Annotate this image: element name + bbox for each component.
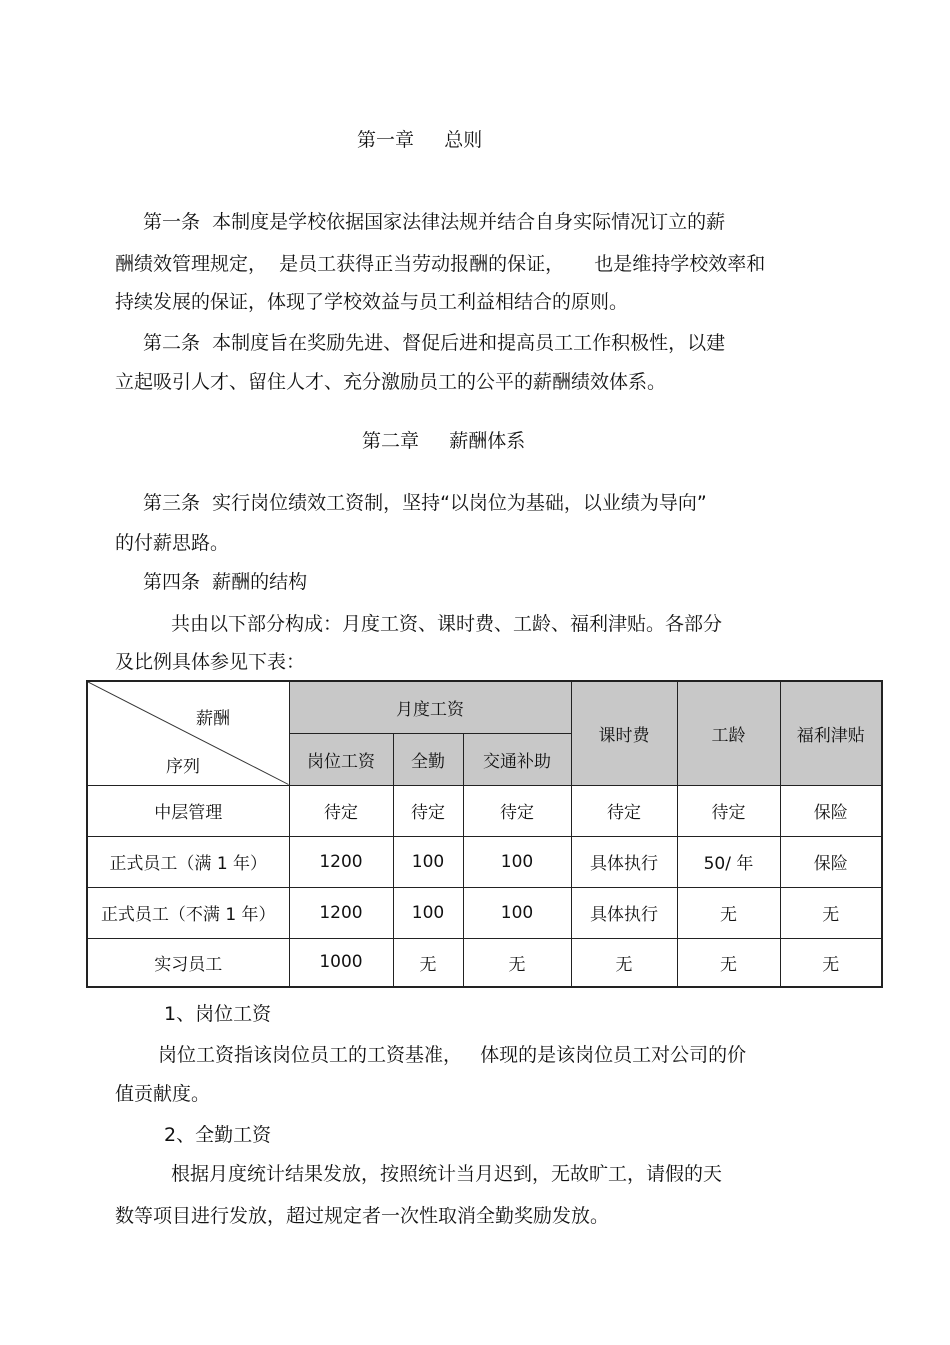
section-2-line-2: 数等项目进行发放，超过规定者一次性取消全勤奖励发放。 bbox=[115, 1205, 610, 1227]
section-1-line-1: 岗位工资指该岗位员工的工资基准， 体现的是该岗位员工对公司的价 bbox=[158, 1044, 747, 1066]
section-1-title: 1、岗位工资 bbox=[164, 1003, 272, 1025]
table-row bbox=[87, 836, 882, 887]
section-2-line-1: 根据月度统计结果发放，按照统计当月迟到，无故旷工，请假的天 bbox=[171, 1163, 723, 1185]
table-cell: 保险 bbox=[780, 836, 882, 887]
table-cell: 具体执行 bbox=[571, 836, 677, 887]
table-cell: 待定 bbox=[393, 785, 463, 836]
table-cell: 保险 bbox=[780, 785, 882, 836]
header-full-attendance: 全勤 bbox=[393, 733, 463, 785]
table-cell: 100 bbox=[393, 836, 463, 887]
header-class-fee: 课时费 bbox=[571, 681, 677, 785]
article-3-line-1: 第三条 实行岗位绩效工资制，坚持“以岗位为基础，以业绩为导向” bbox=[143, 492, 707, 514]
salary-structure-table bbox=[86, 680, 883, 988]
table-cell: 无 bbox=[780, 938, 882, 987]
section-2-title: 2、全勤工资 bbox=[164, 1124, 272, 1146]
table-cell: 待定 bbox=[677, 785, 780, 836]
article-1-line-2: 酬绩效管理规定， 是员工获得正当劳动报酬的保证， 也是维持学校效率和 bbox=[115, 253, 766, 275]
header-transport-subsidy: 交通补助 bbox=[463, 733, 571, 785]
article-4-title: 第四条 薪酬的结构 bbox=[143, 571, 308, 593]
table-cell: 无 bbox=[393, 938, 463, 987]
table-cell: 无 bbox=[571, 938, 677, 987]
chapter-2-title: 第二章 薪酬体系 bbox=[362, 430, 526, 452]
row-label: 中层管理 bbox=[87, 785, 289, 836]
table-cell: 1200 bbox=[289, 887, 393, 938]
table-cell: 无 bbox=[780, 887, 882, 938]
article-3-line-2: 的付薪思路。 bbox=[115, 532, 230, 554]
table-row bbox=[87, 785, 882, 836]
table-cell: 100 bbox=[463, 836, 571, 887]
header-seniority: 工龄 bbox=[677, 681, 780, 785]
table-row bbox=[87, 887, 882, 938]
article-1-line-3: 持续发展的保证，体现了学校效益与员工利益相结合的原则。 bbox=[115, 291, 629, 313]
table-cell: 待定 bbox=[463, 785, 571, 836]
header-post-salary: 岗位工资 bbox=[289, 733, 393, 785]
table-cell: 1000 bbox=[289, 938, 393, 987]
row-label: 实习员工 bbox=[87, 938, 289, 987]
table-corner-cell bbox=[87, 681, 289, 785]
article-2-line-1: 第二条 本制度旨在奖励先进、督促后进和提高员工工作积极性，以建 bbox=[143, 332, 726, 354]
row-label: 正式员工（满 1 年） bbox=[87, 836, 289, 887]
article-1-line-1: 第一条 本制度是学校依据国家法律法规并结合自身实际情况订立的薪 bbox=[143, 211, 726, 233]
row-label: 正式员工（不满 1 年） bbox=[87, 887, 289, 938]
table-row bbox=[87, 938, 882, 987]
table-cell: 无 bbox=[677, 887, 780, 938]
table-cell: 50/ 年 bbox=[677, 836, 780, 887]
table-cell: 100 bbox=[463, 887, 571, 938]
section-1-line-2: 值贡献度。 bbox=[115, 1083, 211, 1105]
header-welfare-allowance: 福利津贴 bbox=[780, 681, 882, 785]
article-2-line-2: 立起吸引人才、留住人才、充分激励员工的公平的薪酬绩效体系。 bbox=[115, 371, 667, 393]
corner-header-sequence: 序列 bbox=[166, 757, 200, 777]
table-cell: 待定 bbox=[571, 785, 677, 836]
corner-header-salary: 薪酬 bbox=[196, 709, 230, 729]
article-4-line-1: 共由以下部分构成：月度工资、课时费、工龄、福利津贴。各部分 bbox=[171, 613, 723, 635]
table-cell: 100 bbox=[393, 887, 463, 938]
header-monthly-salary: 月度工资 bbox=[289, 681, 571, 733]
table-cell: 1200 bbox=[289, 836, 393, 887]
table-cell: 无 bbox=[677, 938, 780, 987]
table-cell: 具体执行 bbox=[571, 887, 677, 938]
table-cell: 待定 bbox=[289, 785, 393, 836]
article-4-line-2: 及比例具体参见下表： bbox=[115, 651, 306, 673]
table-cell: 无 bbox=[463, 938, 571, 987]
chapter-1-title: 第一章 总则 bbox=[357, 129, 483, 151]
